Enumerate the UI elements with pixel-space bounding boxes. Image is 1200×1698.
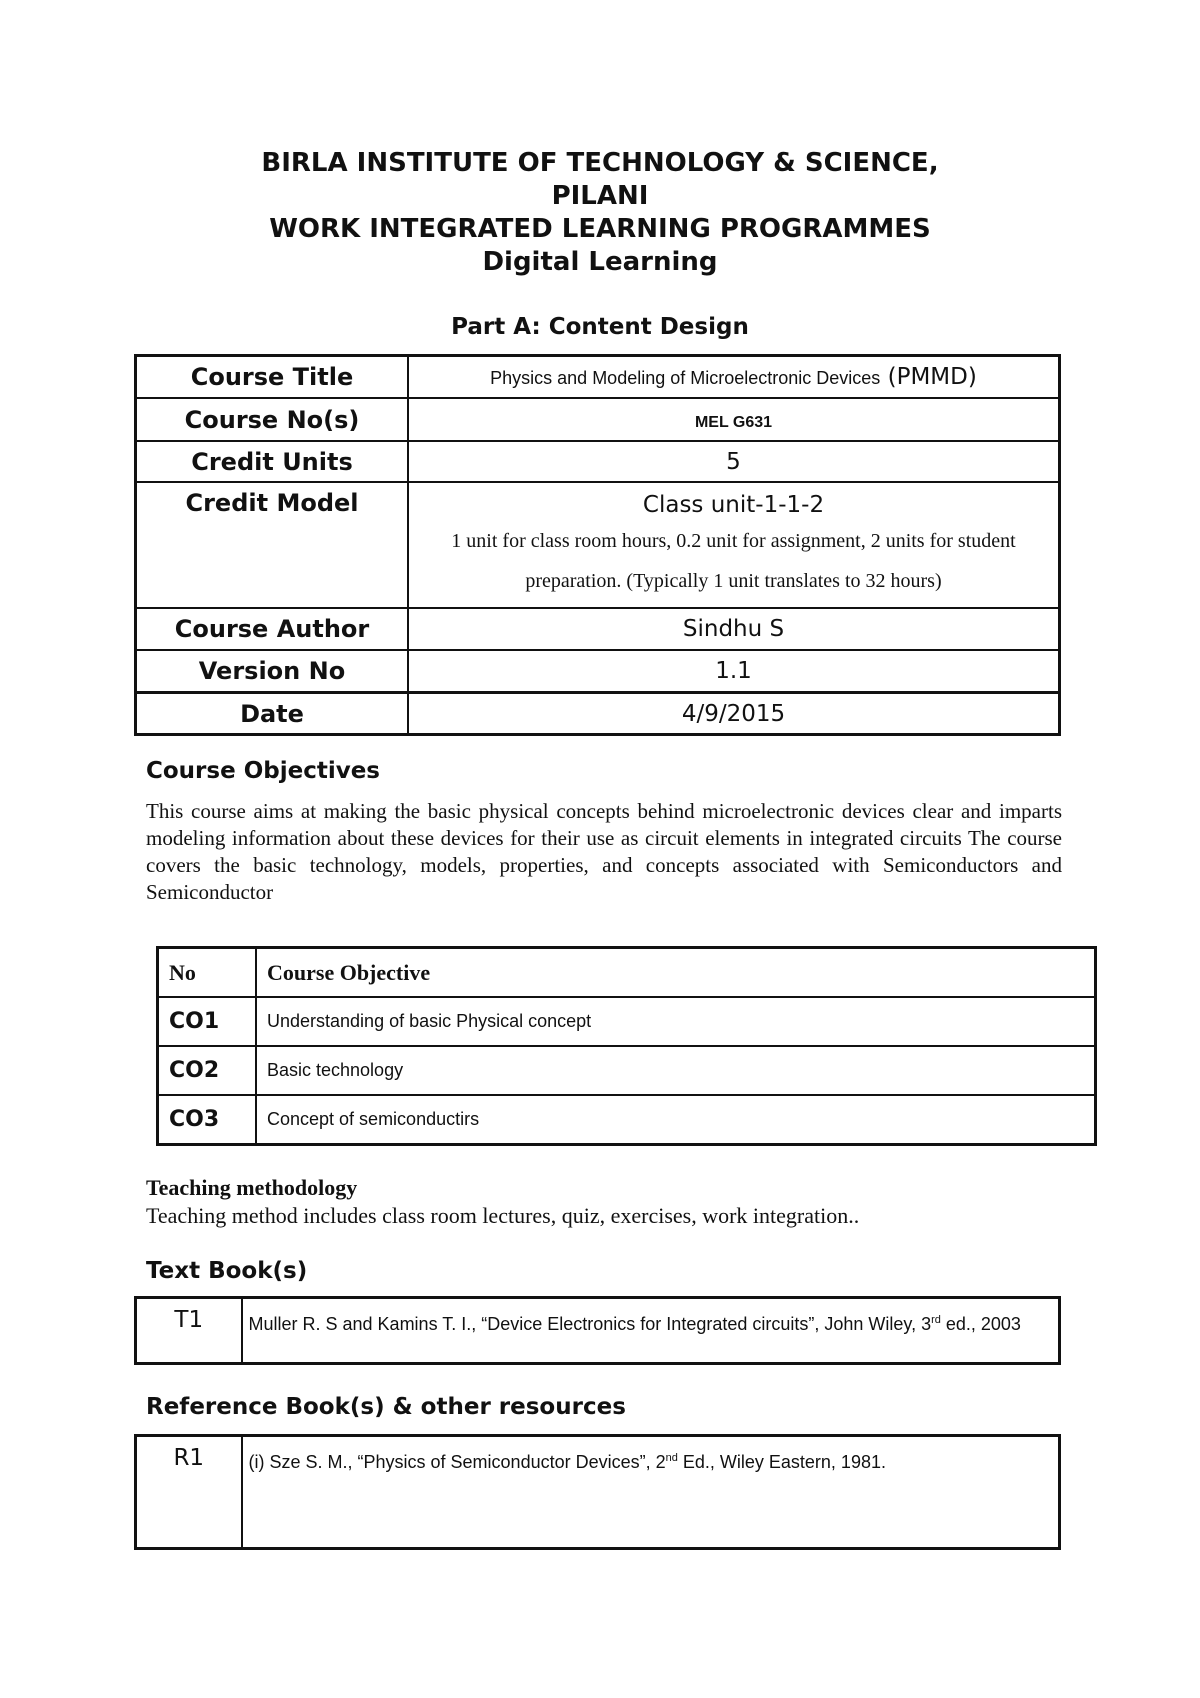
table-row [158,997,1096,1046]
course-title-value [408,356,1060,399]
column-header-objective: Course Objective [256,948,1096,998]
table-row [136,398,1060,441]
table-row [136,608,1060,650]
version-value: 1.1 [408,650,1060,693]
date-label: Date [136,693,409,735]
objective-code: CO3 [158,1095,257,1145]
course-title-abbrev: (PMMD) [880,364,977,390]
course-no-text: MEL G631 [694,413,773,431]
text-book-id: T1 [136,1298,242,1364]
teaching-methodology-text: Teaching method includes class room lectures, quiz, exercises, work integration.. [146,1203,860,1228]
division-title: Digital Learning [482,247,718,277]
table-row [136,650,1060,693]
objective-code: CO2 [158,1046,257,1095]
text-book-citation-tail: ed., 2003 [940,1314,1021,1334]
objective-text: Understanding of basic Physical concept [256,997,1096,1046]
reference-book-id: R1 [136,1436,242,1549]
part-title: Part A: Content Design [451,314,749,340]
credit-model-value [408,482,1060,608]
text-books-heading: Text Book(s) [146,1258,308,1284]
reference-books-table [134,1434,1061,1550]
table-row [158,1095,1096,1145]
course-objectives-heading: Course Objectives [146,758,380,784]
teaching-methodology-heading: Teaching methodology [146,1175,358,1200]
reference-books-heading: Reference Book(s) & other resources [146,1394,626,1420]
reference-book-edition-suffix: nd [665,1452,678,1464]
course-info-table [134,354,1061,736]
objective-text: Basic technology [256,1046,1096,1095]
objective-text: Concept of semiconductirs [256,1095,1096,1145]
table-row [136,1298,1060,1364]
credit-model-title: Class unit-1-1-2 [642,492,825,518]
table-row [158,1046,1096,1095]
text-books-table [134,1296,1061,1365]
reference-book-citation-tail: Ed., Wiley Eastern, 1981. [677,1452,886,1472]
table-row [136,1436,1060,1549]
course-title-text: Physics and Modeling of Microelectronic Devices [490,368,881,388]
version-label: Version No [136,650,409,693]
table-row [136,356,1060,399]
reference-book-citation: (i) Sze S. M., “Physics of Semiconductor Devices”, 2 [248,1452,666,1472]
credit-units-label: Credit Units [136,441,409,482]
institute-location: PILANI [551,181,649,211]
course-author-value: Sindhu S [408,608,1060,650]
credit-model-description: 1 unit for class room hours, 0.2 unit for assignment, 2 units for student preparation. (Typically 1 unit translates to 32 hours) [451,530,1016,592]
table-row [136,693,1060,735]
reference-book-reference [242,1436,1060,1549]
text-book-reference [242,1298,1060,1364]
date-value: 4/9/2015 [408,693,1060,735]
institute-name: BIRLA INSTITUTE OF TECHNOLOGY & SCIENCE, [261,148,939,178]
programme-title: WORK INTEGRATED LEARNING PROGRAMMES [269,214,931,244]
objective-code: CO1 [158,997,257,1046]
course-no-value [408,398,1060,441]
course-title-label: Course Title [136,356,409,399]
column-header-no: No [158,948,257,998]
credit-model-label: Credit Model [136,482,409,608]
table-row [136,482,1060,608]
credit-units-value: 5 [408,441,1060,482]
text-book-citation: Muller R. S and Kamins T. I., “Device Electronics for Integrated circuits”, John Wiley, 3 [248,1314,932,1334]
course-objectives-paragraph: This course aims at making the basic physical concepts behind microelectronic devices clear and imparts modeling information about these devices for their use as circuit elements in integrated circuits The course covers the basic technology, models, properties, and concepts associated with Semiconductors and Semiconductor [146,799,1062,904]
text-book-edition-suffix: rd [931,1314,941,1326]
table-row [136,441,1060,482]
course-objective-table [156,946,1097,1146]
course-author-label: Course Author [136,608,409,650]
table-header-row [158,948,1096,998]
course-no-label: Course No(s) [136,398,409,441]
